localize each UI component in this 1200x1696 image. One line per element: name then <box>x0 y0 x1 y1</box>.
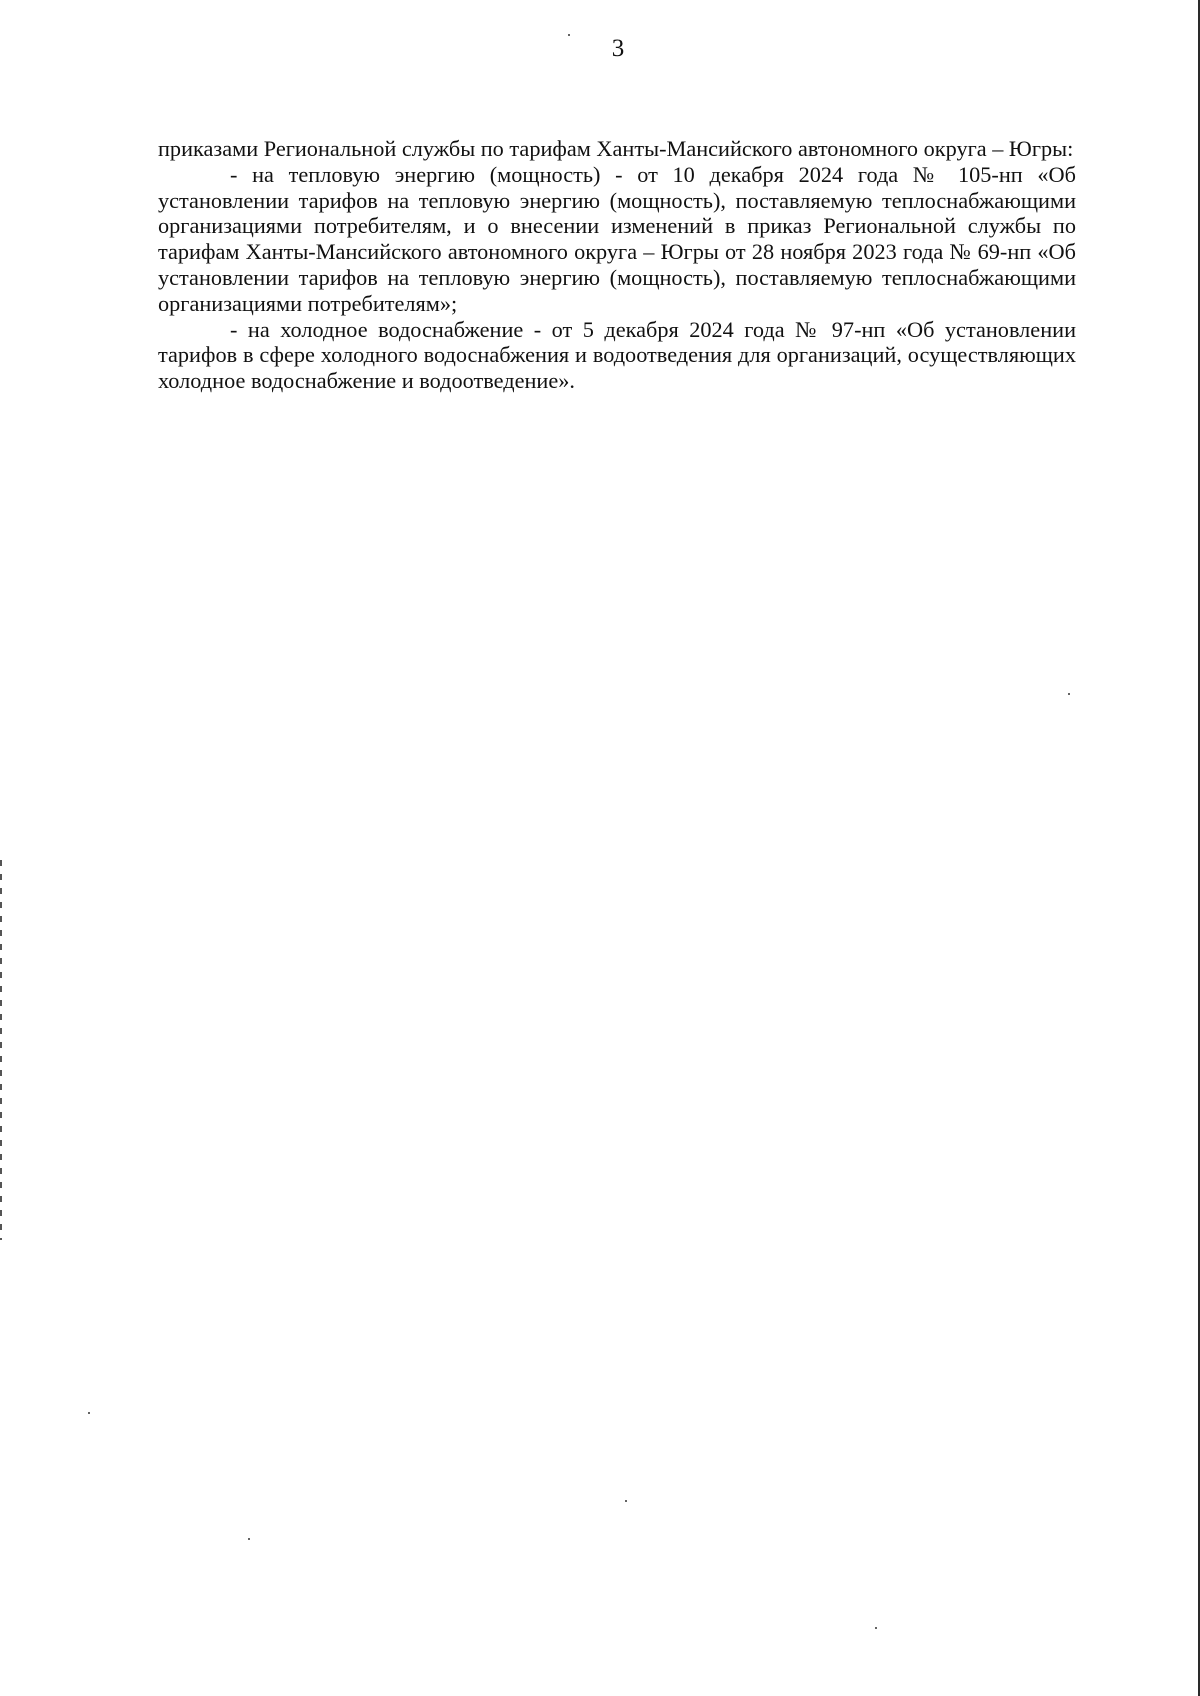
scan-speck <box>88 1412 90 1414</box>
paragraph-heat-energy: - на тепловую энергию (мощность) - от 10 декабря 2024 года № 105-нп «Об установлении тарифов на тепловую энергию (мощность), поставляемую теплоснабжающими организациями потребителям, и о внесении изменений в приказ Региональной службы по тарифам Ханты-Мансийского автономного округа – Югры от 28 ноября 2023 года № 69-нп «Об установлении тарифов на тепловую энергию (мощность), поставляемую теплоснабжающими организациями потребителям»; <box>158 161 1076 316</box>
scan-edge-left <box>0 860 2 1240</box>
document-body <box>158 136 1076 394</box>
scan-speck <box>568 34 570 36</box>
scan-speck <box>625 1500 627 1502</box>
scan-speck <box>248 1538 250 1540</box>
page-number: 3 <box>611 35 625 62</box>
scan-speck <box>1068 693 1070 695</box>
scan-speck <box>875 1627 877 1629</box>
paragraph-intro: приказами Региональной службы по тарифам Ханты-Мансийского автономного округа – Югры: <box>158 136 1074 161</box>
paragraph-cold-water: - на холодное водоснабжение - от 5 декабря 2024 года № 97-нп «Об установлении тарифов в сфере холодного водоснабжения и водоотведения для организаций, осуществляющих холодное водоснабжение и водоотведение». <box>158 316 1076 394</box>
